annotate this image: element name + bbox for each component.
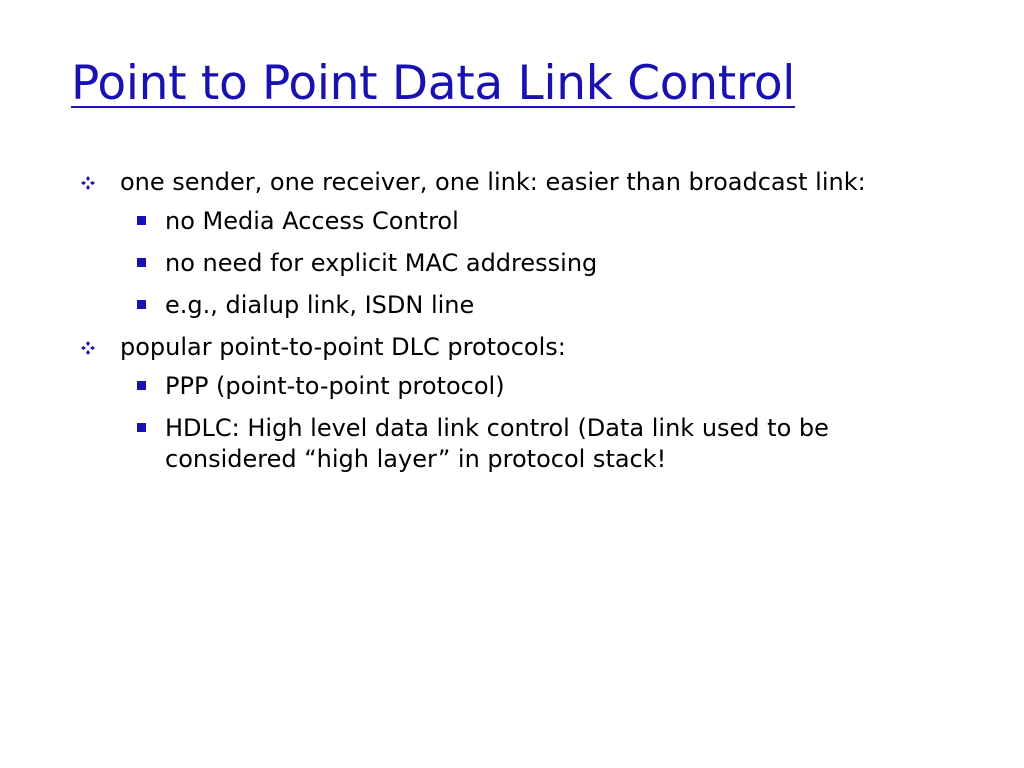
- sub-bullet-text: no Media Access Control: [165, 207, 459, 235]
- sub-bullet-text: e.g., dialup link, ISDN line: [165, 291, 475, 319]
- sub-bullet-item: [80, 413, 905, 475]
- sub-bullet-text: no need for explicit MAC addressing: [165, 249, 598, 277]
- bullet-text: one sender, one receiver, one link: easier than broadcast link:: [120, 168, 866, 196]
- square-bullet-icon: [137, 216, 146, 225]
- sub-bullet-item: [80, 290, 905, 321]
- sub-bullet-item: [80, 371, 905, 402]
- slide-body: [80, 167, 940, 486]
- sub-bullet-item: [80, 248, 905, 279]
- bullet-item: [80, 167, 920, 198]
- diamond-cluster-bullet-icon: [80, 175, 96, 191]
- square-bullet-icon: [137, 423, 146, 432]
- square-bullet-icon: [137, 300, 146, 309]
- bullet-item: [80, 332, 920, 363]
- bullet-text: popular point-to-point DLC protocols:: [120, 333, 566, 361]
- diamond-cluster-bullet-icon: [80, 340, 96, 356]
- square-bullet-icon: [137, 381, 146, 390]
- sub-bullet-text: HDLC: High level data link control (Data link used to be considered “high layer” in protocol stack!: [165, 414, 829, 473]
- square-bullet-icon: [137, 258, 146, 267]
- slide-title: Point to Point Data Link Control: [71, 56, 796, 111]
- sub-bullet-item: [80, 206, 905, 237]
- sub-bullet-text: PPP (point-to-point protocol): [165, 372, 505, 400]
